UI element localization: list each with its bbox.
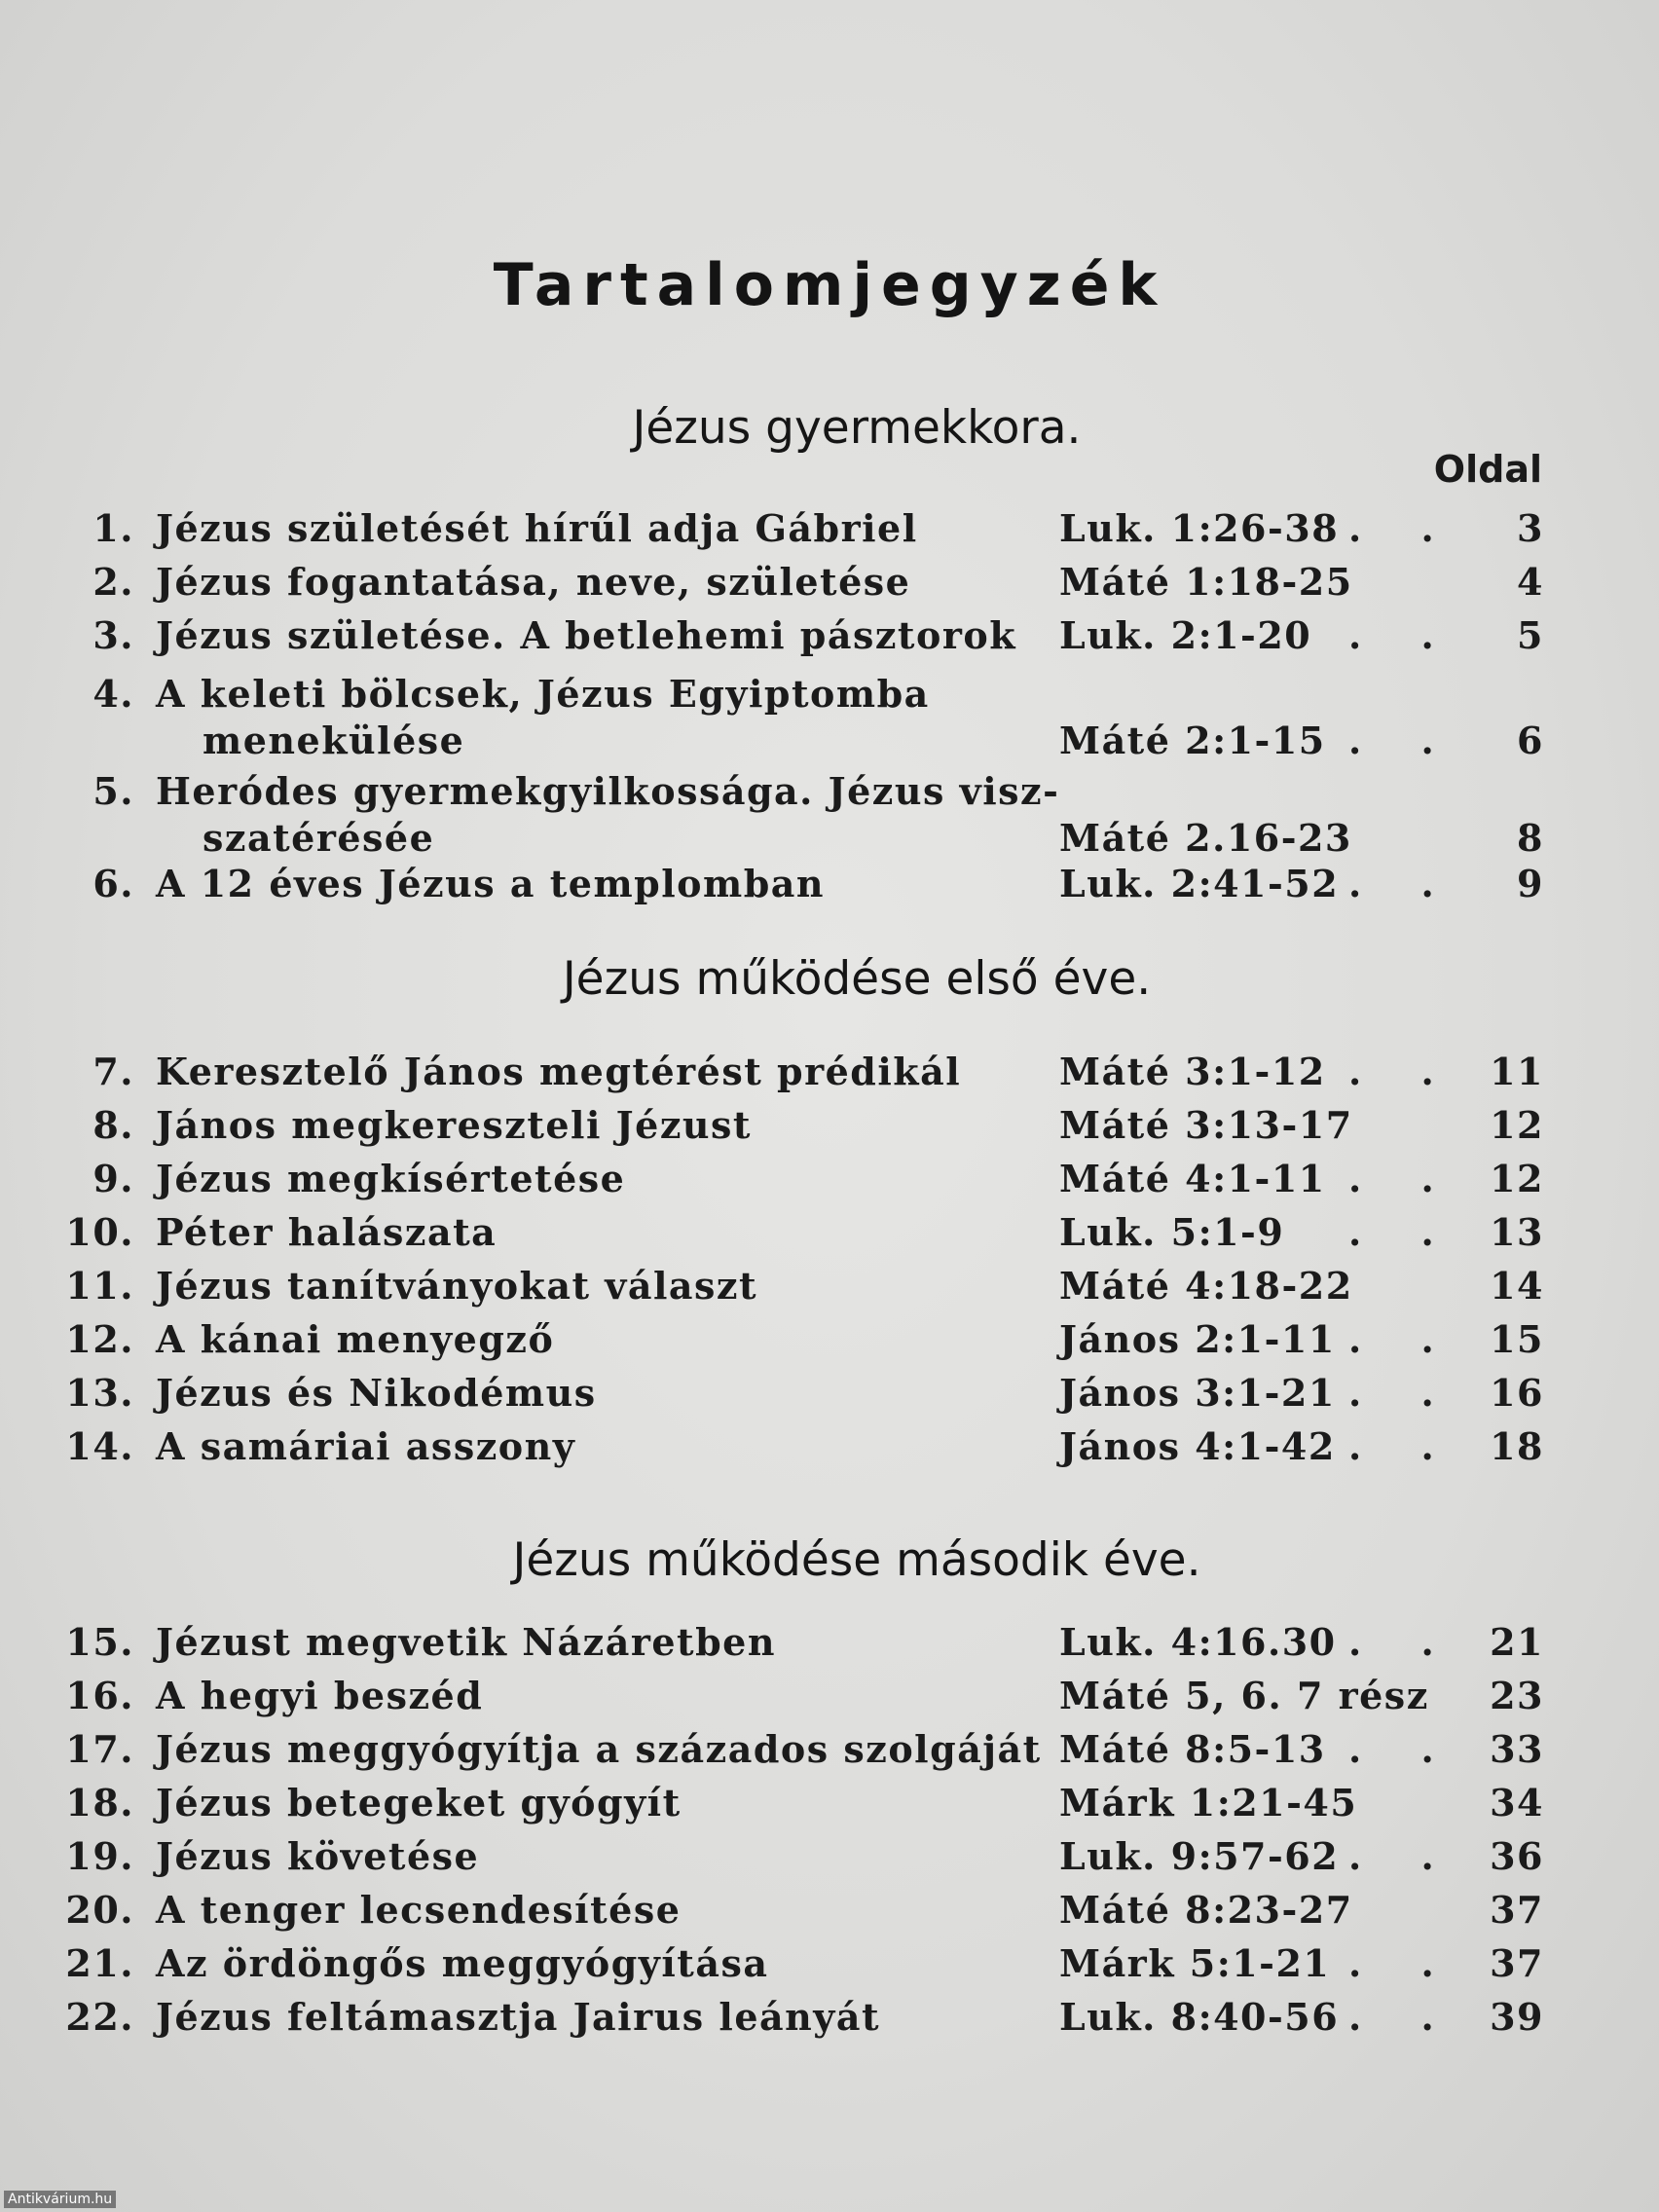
entry-number: 21. <box>65 1941 134 1985</box>
entry-reference: Luk. 1:26-38 <box>1059 506 1340 550</box>
dot-leader: . . <box>1348 1371 1457 1415</box>
entry-number: 10. <box>65 1210 134 1254</box>
entry-title: Keresztelő János megtérést prédikál <box>156 1050 962 1093</box>
entry-title: Jézus feltámasztja Jairus leányát <box>156 1995 881 2039</box>
dot-leader: . . <box>1348 1620 1457 1664</box>
dot-leader: . . <box>1348 1834 1457 1878</box>
toc-entry <box>0 1157 1659 1211</box>
entry-page-number: 33 <box>1490 1727 1544 1771</box>
entry-title: Jézus fogantatása, neve, születése <box>156 560 911 604</box>
entry-page-number: 6 <box>1517 719 1544 762</box>
toc-entry <box>0 1834 1659 1889</box>
toc-entry <box>0 1264 1659 1318</box>
entry-title: Jézus betegeket gyógyít <box>156 1781 682 1825</box>
entry-reference: János 3:1-21 <box>1059 1371 1336 1415</box>
entry-number: 18. <box>65 1781 134 1825</box>
entry-page-number: 14 <box>1490 1264 1544 1308</box>
entry-number: 20. <box>65 1888 134 1932</box>
entry-title: Jézus születése. A betlehemi pásztorok <box>156 613 1017 657</box>
entry-page-number: 18 <box>1490 1424 1544 1468</box>
entry-title: A 12 éves Jézus a templomban <box>156 862 826 905</box>
entry-page-number: 21 <box>1490 1620 1544 1664</box>
entry-reference: Máté 2.16-23 <box>1059 816 1352 860</box>
entry-number: 17. <box>65 1727 134 1771</box>
toc-entry <box>0 1727 1659 1782</box>
entry-title: Heródes gyermekgyilkossága. Jézus visz- <box>156 769 1060 813</box>
entry-page-number: 5 <box>1517 613 1544 657</box>
dot-leader: . . <box>1348 506 1457 550</box>
entry-title: A samáriai asszony <box>156 1424 576 1468</box>
entry-number: 15. <box>65 1620 134 1664</box>
entry-page-number: 13 <box>1490 1210 1544 1254</box>
dot-leader: . . <box>1348 1941 1457 1985</box>
entry-reference: János 4:1-42 <box>1059 1424 1336 1468</box>
entry-reference: Luk. 4:16.30 <box>1059 1620 1337 1664</box>
toc-entry <box>0 1210 1659 1265</box>
entry-reference: Máté 8:5-13 <box>1059 1727 1326 1771</box>
entry-number: 16. <box>65 1674 134 1717</box>
dot-leader: . . <box>1348 1317 1457 1361</box>
entry-page-number: 11 <box>1490 1050 1544 1093</box>
toc-entry <box>0 1371 1659 1425</box>
entry-reference: Máté 2:1-15 <box>1059 719 1326 762</box>
page-title: Tartalomjegyzék <box>493 251 1166 319</box>
page-column-header: Oldal <box>1433 448 1542 491</box>
entry-reference: Luk. 8:40-56 <box>1059 1995 1340 2039</box>
entry-reference: Máté 3:1-12 <box>1059 1050 1326 1093</box>
toc-entry <box>0 1620 1659 1675</box>
entry-reference: Márk 1:21-45 <box>1059 1781 1358 1825</box>
entry-number: 12. <box>65 1317 134 1361</box>
entry-number: 8. <box>92 1103 134 1147</box>
entry-page-number: 8 <box>1517 816 1544 860</box>
entry-number: 2. <box>92 560 134 604</box>
entry-page-number: 12 <box>1490 1103 1544 1147</box>
entry-reference: János 2:1-11 <box>1059 1317 1336 1361</box>
toc-entry <box>0 1941 1659 1996</box>
toc-entry <box>0 1424 1659 1479</box>
entry-title: Az ördöngős meggyógyítása <box>156 1941 769 1985</box>
entry-page-number: 9 <box>1517 862 1544 905</box>
dot-leader: . . <box>1348 1210 1457 1254</box>
toc-entry <box>0 560 1659 614</box>
dot-leader: . . <box>1348 862 1457 905</box>
entry-title: Péter halászata <box>156 1210 498 1254</box>
dot-leader: . . <box>1348 1050 1457 1093</box>
toc-entry <box>0 672 1659 762</box>
entry-reference: Luk. 5:1-9 <box>1059 1210 1285 1254</box>
watermark: Antikvárium.hu <box>4 2191 116 2208</box>
entry-title: Jézust megvetik Názáretben <box>156 1620 776 1664</box>
entry-reference: Máté 4:1-11 <box>1059 1157 1326 1200</box>
toc-entry <box>0 1888 1659 1942</box>
entry-title: A tenger lecsendesítése <box>156 1888 682 1932</box>
entry-title: Jézus és Nikodémus <box>156 1371 597 1415</box>
entry-number: 13. <box>65 1371 134 1415</box>
section-heading: Jézus működése első éve. <box>562 952 1152 1006</box>
entry-reference: Luk. 9:57-62 <box>1059 1834 1340 1878</box>
entry-page-number: 39 <box>1490 1995 1544 2039</box>
entry-reference: Máté 4:18-22 <box>1059 1264 1353 1308</box>
entry-title: Jézus követése <box>156 1834 480 1878</box>
dot-leader: . . <box>1348 1157 1457 1200</box>
entry-title: Jézus tanítványokat választ <box>156 1264 758 1308</box>
entry-page-number: 37 <box>1490 1888 1544 1932</box>
entry-title: A hegyi beszéd <box>156 1674 484 1717</box>
section-heading: Jézus működése második éve. <box>512 1533 1201 1587</box>
toc-entry <box>0 1103 1659 1158</box>
entry-page-number: 16 <box>1490 1371 1544 1415</box>
toc-entry <box>0 1781 1659 1835</box>
entry-reference: Luk. 2:41-52 <box>1059 862 1340 905</box>
entry-number: 4. <box>92 672 134 716</box>
entry-page-number: 23 <box>1490 1674 1544 1717</box>
entry-reference: Máté 3:13-17 <box>1059 1103 1353 1147</box>
entry-title: János megkereszteli Jézust <box>156 1103 752 1147</box>
dot-leader: . . <box>1348 1424 1457 1468</box>
entry-number: 7. <box>92 1050 134 1093</box>
entry-number: 11. <box>65 1264 134 1308</box>
entry-title: A keleti bölcsek, Jézus Egyiptomba <box>156 672 930 716</box>
entry-title: Jézus születését hírűl adja Gábriel <box>156 506 918 550</box>
entry-reference: Luk. 2:1-20 <box>1059 613 1312 657</box>
entry-page-number: 36 <box>1490 1834 1544 1878</box>
entry-reference: Márk 5:1-21 <box>1059 1941 1331 1985</box>
toc-entry <box>0 1674 1659 1728</box>
toc-entry <box>0 1050 1659 1104</box>
dot-leader: . . <box>1348 1727 1457 1771</box>
entry-title-continuation: szatérésée <box>203 816 435 860</box>
toc-entry <box>0 613 1659 668</box>
dot-leader: . . <box>1348 719 1457 762</box>
entry-number: 3. <box>92 613 134 657</box>
toc-entry <box>0 769 1659 860</box>
toc-entry <box>0 506 1659 561</box>
entry-number: 14. <box>65 1424 134 1468</box>
entry-number: 22. <box>65 1995 134 2039</box>
entry-reference: Máté 8:23-27 <box>1059 1888 1353 1932</box>
entry-page-number: 34 <box>1490 1781 1544 1825</box>
entry-reference: Máté 1:18-25 <box>1059 560 1353 604</box>
entry-page-number: 4 <box>1517 560 1544 604</box>
entry-title: Jézus meggyógyítja a százados szolgáját <box>156 1727 1042 1771</box>
entry-page-number: 37 <box>1490 1941 1544 1985</box>
entry-number: 6. <box>92 862 134 905</box>
entry-number: 19. <box>65 1834 134 1878</box>
entry-title: A kánai menyegző <box>156 1317 555 1361</box>
entry-page-number: 3 <box>1517 506 1544 550</box>
section-heading: Jézus gyermekkora. <box>632 401 1082 455</box>
toc-entry <box>0 1317 1659 1372</box>
entry-number: 9. <box>92 1157 134 1200</box>
toc-entry <box>0 862 1659 916</box>
entry-page-number: 15 <box>1490 1317 1544 1361</box>
entry-title: Jézus megkísértetése <box>156 1157 626 1200</box>
toc-entry <box>0 1995 1659 2049</box>
entry-title-continuation: menekülése <box>203 719 465 762</box>
dot-leader: . . <box>1348 613 1457 657</box>
dot-leader: . . <box>1348 1995 1457 2039</box>
entry-number: 5. <box>92 769 134 813</box>
entry-page-number: 12 <box>1490 1157 1544 1200</box>
entry-reference: Máté 5, 6. 7 rész <box>1059 1674 1429 1717</box>
entry-number: 1. <box>92 506 134 550</box>
